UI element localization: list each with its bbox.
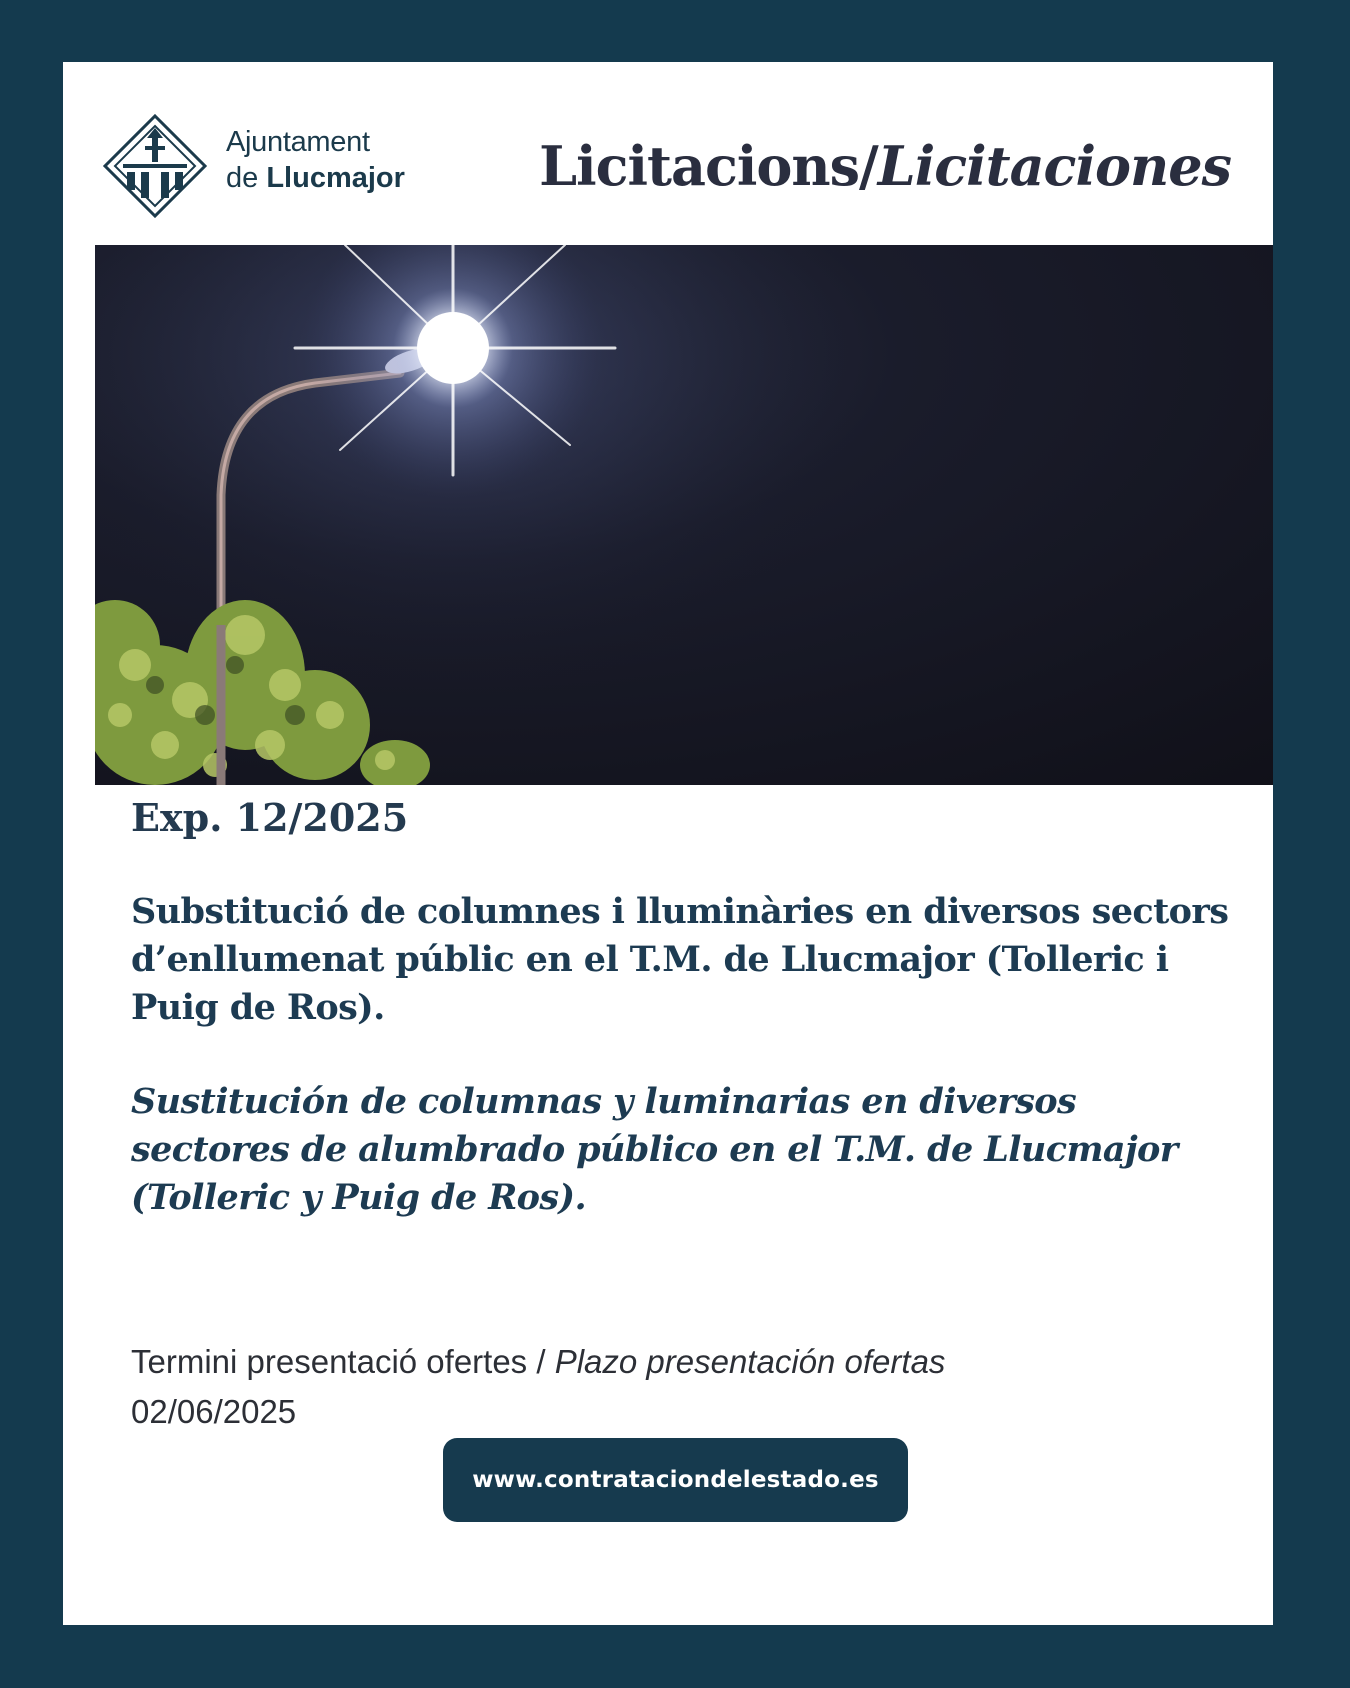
title-spanish: Licitaciones bbox=[877, 134, 1231, 198]
logo-town-name: Llucmajor bbox=[266, 162, 405, 194]
logo-town-prefix: de bbox=[226, 162, 267, 194]
contracting-website-button[interactable]: www.contrataciondelestado.es bbox=[443, 1438, 908, 1522]
announcement-card bbox=[63, 62, 1273, 1625]
coat-of-arms-icon bbox=[103, 114, 207, 218]
deadline-label bbox=[131, 1337, 945, 1387]
expedient-number: Exp. 12/2025 bbox=[131, 795, 409, 840]
page-title bbox=[539, 134, 1231, 198]
deadline-label-spanish: Plazo presentación ofertas bbox=[554, 1343, 946, 1380]
logo-line-town bbox=[226, 160, 405, 196]
title-catalan: Licitacions/ bbox=[539, 134, 878, 198]
deadline-label-catalan: Termini presentació ofertes / bbox=[131, 1343, 555, 1380]
description-catalan: Substitució de columnes i lluminàries en diversos sectors d’enllumenat públic en el T.M. de Llucmajor (Tolleric i Puig de Ros). bbox=[131, 891, 1229, 1028]
deadline-date: 02/06/2025 bbox=[131, 1393, 297, 1430]
hero-illustration bbox=[95, 245, 1273, 785]
street-lamp-at-night-photo bbox=[95, 245, 1273, 785]
description-spanish: Sustitución de columnas y luminarias en diversos sectores de alumbrado público en el T.M. de Llucmajor (Tolleric y Puig de Ros). bbox=[131, 1081, 1178, 1218]
logo-line-ajuntament: Ajuntament bbox=[226, 126, 370, 158]
municipality-logo bbox=[103, 114, 463, 226]
logo-wordmark bbox=[226, 124, 405, 196]
deadline-block bbox=[131, 1337, 945, 1437]
